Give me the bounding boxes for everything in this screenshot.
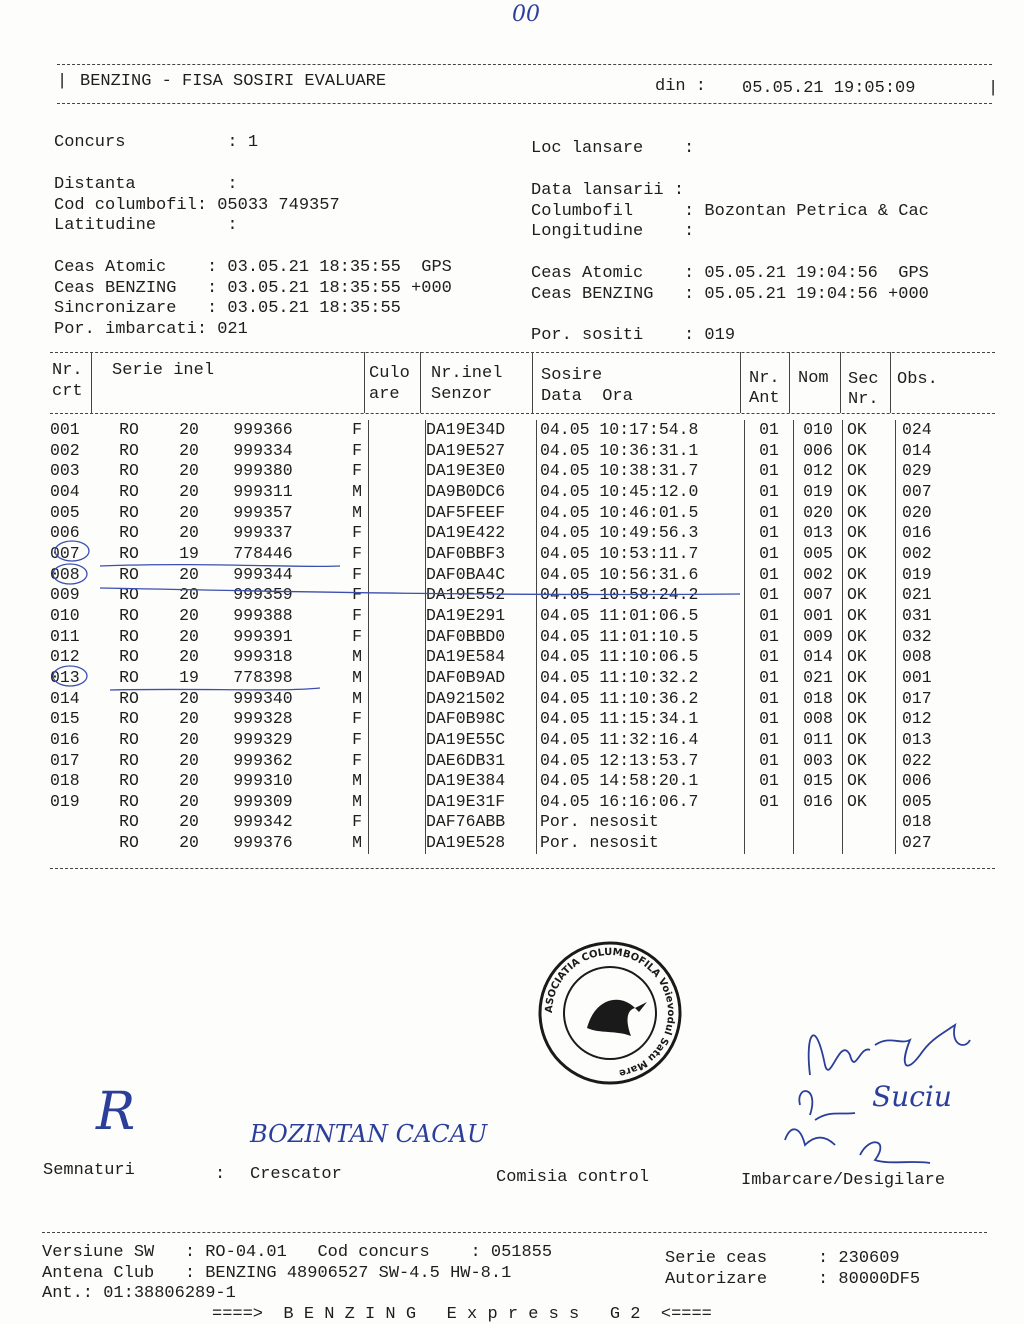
cell-an: 19 [179,543,199,563]
cell-serie: 778398 [233,667,293,687]
ceas-atomic-right: Ceas Atomic : 05.05.21 19:04:56 GPS [531,264,929,283]
handwritten-initial: R [96,1082,136,1142]
cell-senzor: DA921502 [426,689,537,710]
cell-nr: 007 [50,543,80,563]
cell-sex: F [352,543,362,563]
cell-serie: 999391 [233,626,293,646]
ceas-atomic-left: Ceas Atomic : 03.05.21 18:35:55 GPS [54,258,452,277]
cell-nr: 015 [50,709,80,729]
cell-serie: 999337 [233,523,293,543]
cell-obs: 018 [896,812,963,833]
header-left-pipe: | [57,72,68,91]
cell-senzor: DA19E291 [426,606,537,627]
cell-tara: RO [119,709,139,729]
cell-senzor: DAF5FEEF [426,503,537,524]
longitudine-field: Longitudine : [531,222,695,241]
cell-sec: OK [843,771,896,792]
cell-obs: 020 [896,503,963,524]
cell-serie: 999328 [233,709,293,729]
hdr-nr-ant: Nr. [749,369,780,388]
cell-nr: 001 [50,420,80,439]
cell-nom: 010 [794,420,843,441]
hdr-serie-inel: Serie inel [112,361,215,380]
cell-sec: OK [843,709,896,730]
cell-nom: 012 [794,461,843,482]
cell-sosire: Por. nesosit [537,812,745,833]
cell-obs: 029 [896,461,963,482]
cod-columbofil-field: Cod columbofil: 05033 749357 [54,196,340,215]
cell-an: 20 [179,688,199,708]
serie-ceas-line: Serie ceas : 230609 [665,1249,900,1268]
cell-sosire: 04.05 10:53:11.7 [537,544,745,565]
cell-an: 20 [179,626,199,646]
cell-nom: 006 [794,441,843,462]
cell-nr: 012 [50,647,80,667]
cell-sec: OK [843,585,896,606]
cell-an: 20 [179,481,199,501]
comisia-control-label: Comisia control [496,1168,650,1187]
cell-an: 20 [179,564,199,584]
svg-text:ASOCIATIA COLUMBOFILA Voievodu: ASOCIATIA COLUMBOFILA Voievodul Satu Mare [543,946,677,1079]
cell-serie: 999380 [233,461,293,481]
cell-ant: 01 [745,689,794,710]
cell-ant: 01 [745,523,794,544]
cell-an: 20 [179,461,199,481]
cell-tara: RO [119,626,139,646]
cell-an: 20 [179,812,199,832]
cell-an: 19 [179,667,199,687]
cell-nr: 008 [50,564,80,584]
cell-sex: F [352,729,362,749]
cell-senzor: DA9B0DC6 [426,482,537,503]
cell-nom: 003 [794,751,843,772]
cell-obs: 022 [896,751,963,772]
cell-an: 20 [179,791,199,811]
cell-ant: 01 [745,544,794,565]
cell-nr: 018 [50,771,80,791]
cell-obs: 021 [896,585,963,606]
cell-sosire: 04.05 11:01:10.5 [537,627,745,648]
cell-sosire: 04.05 14:58:20.1 [537,771,745,792]
cell-obs: 024 [896,420,963,441]
ceas-benzing-right: Ceas BENZING : 05.05.21 19:04:56 +000 [531,285,929,304]
ant-line: Ant.: 01:38806289-1 [42,1284,236,1303]
cell-nr: 006 [50,523,80,543]
cell-obs: 032 [896,627,963,648]
cell-sosire: 04.05 11:15:34.1 [537,709,745,730]
cell-tara: RO [119,791,139,811]
header-din-label: din : [655,77,707,96]
cell-obs: 006 [896,771,963,792]
cell-nom: 021 [794,668,843,689]
cell-senzor: DAF0BA4C [426,565,537,586]
hdr-are: are [369,385,400,404]
hdr-nr: Nr. [52,361,83,380]
cell-serie: 999311 [233,481,293,501]
cell-sex: F [352,750,362,770]
cell-sec: OK [843,627,896,648]
cell-obs: 005 [896,792,963,813]
sincronizare-left: Sincronizare : 03.05.21 18:35:55 [54,299,401,318]
cell-sosire: 04.05 10:45:12.0 [537,482,745,503]
cell-ant: 01 [745,709,794,730]
cell-senzor: DAF76ABB [426,812,537,833]
crescator-label: Crescator [250,1165,342,1184]
hdr-ant: Ant [749,389,780,408]
cell-serie: 999340 [233,688,293,708]
cell-sosire: 04.05 11:01:06.5 [537,606,745,627]
cell-an: 20 [179,771,199,791]
cell-an: 20 [179,605,199,625]
autorizare-line: Autorizare : 80000DF5 [665,1270,921,1289]
cell-tara: RO [119,585,139,605]
cell-nom: 020 [794,503,843,524]
columbofil-field: Columbofil : Bozontan Petrica & Cac [531,202,929,221]
semnaturi-colon: : [215,1165,226,1184]
cell-sex: M [352,833,362,853]
hdr-culo: Culo [369,364,410,383]
cell-ant: 01 [745,751,794,772]
por-sositi-right: Por. sositi : 019 [531,326,736,345]
cell-senzor: DAF0B9AD [426,668,537,689]
cell-tara: RO [119,771,139,791]
cell-sex: F [352,523,362,543]
cell-tara: RO [119,502,139,522]
cell-obs: 014 [896,441,963,462]
cell-nr: 014 [50,688,80,708]
cell-nr: 003 [50,461,80,481]
cell-nr: 005 [50,502,80,522]
cell-tara: RO [119,667,139,687]
antena-line: Antena Club : BENZING 48906527 SW-4.5 HW-8.1 [42,1264,512,1283]
cell-ant: 01 [745,730,794,751]
cell-sosire: 04.05 12:13:53.7 [537,751,745,772]
cell-an: 20 [179,729,199,749]
cell-ant: 01 [745,627,794,648]
cell-ant: 01 [745,792,794,813]
cell-an: 20 [179,502,199,522]
cell-sex: F [352,440,362,460]
cell-sec: OK [843,420,896,441]
cell-tara: RO [119,729,139,749]
cell-sec: OK [843,544,896,565]
cell-senzor: DAF0BBF3 [426,544,537,565]
semnaturi-label: Semnaturi [43,1161,135,1180]
cell-an: 20 [179,523,199,543]
header-right-pipe: | [988,79,999,98]
cell-an: 20 [179,440,199,460]
cell-obs: 031 [896,606,963,627]
cell-nom: 019 [794,482,843,503]
hdr-senzor: Senzor [431,385,493,404]
cell-sosire: 04.05 11:10:36.2 [537,689,745,710]
cell-nom: 018 [794,689,843,710]
cell-nr: 017 [50,750,80,770]
cell-tara: RO [119,812,139,832]
cell-senzor: DA19E3E0 [426,461,537,482]
cell-sec: OK [843,606,896,627]
cell-obs: 007 [896,482,963,503]
cell-serie: 999362 [233,750,293,770]
cell-nr: 011 [50,626,80,646]
cell-senzor: DAF0BBD0 [426,627,537,648]
circle-mark-013 [53,666,87,686]
latitudine-field: Latitudine : [54,216,238,235]
cell-sex: F [352,420,362,439]
cell-sex: F [352,605,362,625]
cell-serie: 999342 [233,812,293,832]
cell-ant: 01 [745,585,794,606]
hdr-nom: Nom [798,369,829,388]
top-handwritten-mark: 00 [512,2,540,27]
data-lansarii-field: Data lansarii : [531,181,685,200]
cell-sec: OK [843,730,896,751]
cell-sosire: 04.05 11:10:32.2 [537,668,745,689]
cell-sec: OK [843,792,896,813]
cell-nom: 005 [794,544,843,565]
cell-sex: M [352,791,362,811]
cell-sosire: 04.05 10:56:31.6 [537,565,745,586]
cell-sosire: Por. nesosit [537,833,745,854]
cell-nom: 002 [794,565,843,586]
cell-ant: 01 [745,606,794,627]
cell-sex: M [352,647,362,667]
cell-serie: 999329 [233,729,293,749]
cell-obs: 027 [896,833,963,854]
cell-serie: 999309 [233,791,293,811]
cell-sec: OK [843,647,896,668]
cell-ant: 01 [745,647,794,668]
cell-tara: RO [119,461,139,481]
cell-nr: 009 [50,585,80,605]
strike-line [100,588,740,595]
cell-sosire: 04.05 11:32:16.4 [537,730,745,751]
association-stamp [535,938,685,1088]
cell-sec: OK [843,441,896,462]
cell-senzor: DAF0B98C [426,709,537,730]
cell-ant: 01 [745,461,794,482]
cell-senzor: DA19E422 [426,523,537,544]
cell-an: 20 [179,833,199,853]
cell-sosire: 04.05 16:16:06.7 [537,792,745,813]
cell-tara: RO [119,543,139,563]
circle-mark-008 [53,564,87,584]
strike-line [100,565,340,567]
cell-sex: F [352,626,362,646]
cell-sex: F [352,812,362,832]
cell-nr: 013 [50,667,80,687]
cell-sec: OK [843,461,896,482]
cell-tara: RO [119,564,139,584]
imbarcare-label: Imbarcare/Desigilare [741,1171,946,1190]
cell-obs: 012 [896,709,963,730]
cell-an: 20 [179,420,199,439]
hdr-data-ora: Data Ora [541,387,633,406]
hdr-sec: Sec [848,370,879,389]
cell-tara: RO [119,688,139,708]
cell-nom: 016 [794,792,843,813]
hdr-sec-nr: Nr. [848,390,879,409]
cell-tara: RO [119,420,139,439]
cell-ant: 01 [745,420,794,441]
cell-sec: OK [843,482,896,503]
cell-sec: OK [843,689,896,710]
versiune-line: Versiune SW : RO-04.01 Cod concurs : 051855 [42,1243,553,1262]
cell-tara: RO [119,523,139,543]
express-line: ====> B E N Z I N G E x p r e s s G 2 <==== [212,1305,712,1324]
cell-senzor: DA19E34D [426,420,537,441]
strike-line [110,688,320,690]
cell-tara: RO [119,481,139,501]
cell-sec: OK [843,523,896,544]
cell-ant: 01 [745,482,794,503]
cell-sex: M [352,688,362,708]
cell-sex: F [352,461,362,481]
header-title: BENZING - FISA SOSIRI EVALUARE [80,72,387,91]
cell-senzor: DA19E552 [426,585,537,606]
cell-nr: 016 [50,729,80,749]
cell-obs: 017 [896,689,963,710]
cell-obs: 001 [896,668,963,689]
cell-sec: OK [843,751,896,772]
cell-sosire: 04.05 10:49:56.3 [537,523,745,544]
cell-sec: OK [843,565,896,586]
cell-sosire: 04.05 10:17:54.8 [537,420,745,441]
cell-sosire: 04.05 10:36:31.1 [537,441,745,462]
hdr-obs: Obs. [897,370,938,389]
handwritten-crescator-name: BOZINTAN CACAU [250,1120,488,1148]
concurs-field: Concurs : 1 [54,133,259,152]
cell-ant: 01 [745,441,794,462]
cell-nom: 011 [794,730,843,751]
cell-nom: 014 [794,647,843,668]
cell-tara: RO [119,750,139,770]
cell-ant: 01 [745,503,794,524]
cell-nom: 001 [794,606,843,627]
cell-serie: 999357 [233,502,293,522]
cell-serie: 999344 [233,564,293,584]
cell-nom: 013 [794,523,843,544]
hdr-sosire: Sosire [541,366,603,385]
distanta-field: Distanta : [54,175,238,194]
cell-nr: 004 [50,481,80,501]
cell-senzor: DAE6DB31 [426,751,537,772]
por-imbarcati-left: Por. imbarcati: 021 [54,320,248,339]
cell-serie: 999310 [233,771,293,791]
cell-obs: 002 [896,544,963,565]
cell-sex: M [352,481,362,501]
cell-tara: RO [119,647,139,667]
cell-sex: M [352,771,362,791]
cell-obs: 016 [896,523,963,544]
cell-obs: 019 [896,565,963,586]
cell-sex: F [352,709,362,729]
cell-an: 20 [179,647,199,667]
loc-lansare-field: Loc lansare : [531,139,695,158]
cell-sex: F [352,564,362,584]
cell-senzor: DA19E584 [426,647,537,668]
cell-ant: 01 [745,668,794,689]
cell-sec: OK [843,668,896,689]
cell-senzor: DA19E384 [426,771,537,792]
cell-serie: 999359 [233,585,293,605]
footer-rule [42,1232,987,1233]
ceas-benzing-left: Ceas BENZING : 03.05.21 18:35:55 +000 [54,279,452,298]
cell-sex: M [352,502,362,522]
cell-nom: 007 [794,585,843,606]
cell-nr: 019 [50,791,80,811]
circle-mark-007 [55,541,89,561]
cell-serie: 999376 [233,833,293,853]
cell-senzor: DA19E31F [426,792,537,813]
cell-tara: RO [119,833,139,853]
cell-serie: 999334 [233,440,293,460]
cell-obs: 013 [896,730,963,751]
cell-nr: 010 [50,605,80,625]
hdr-crt: crt [52,382,83,401]
cell-sosire: 04.05 10:58:24.2 [537,585,745,606]
cell-obs: 008 [896,647,963,668]
cell-nom: 015 [794,771,843,792]
cell-sosire: 04.05 11:10:06.5 [537,647,745,668]
cell-nr: 002 [50,440,80,460]
cell-sec: OK [843,503,896,524]
cell-nom: 008 [794,709,843,730]
cell-ant: 01 [745,771,794,792]
cell-tara: RO [119,605,139,625]
cell-nom: 009 [794,627,843,648]
cell-sosire: 04.05 10:46:01.5 [537,503,745,524]
cell-serie: 999388 [233,605,293,625]
cell-serie: 999318 [233,647,293,667]
header-din-value: 05.05.21 19:05:09 [742,79,916,98]
cell-senzor: DA19E528 [426,833,537,854]
cell-an: 20 [179,585,199,605]
cell-sex: M [352,667,362,687]
hdr-nr-inel: Nr.inel [431,364,503,383]
cell-senzor: DA19E527 [426,441,537,462]
cell-serie: 778446 [233,543,293,563]
cell-serie: 999366 [233,420,293,439]
cell-an: 20 [179,750,199,770]
cell-senzor: DA19E55C [426,730,537,751]
cell-ant: 01 [745,565,794,586]
cell-an: 20 [179,709,199,729]
handwritten-signature-right: Suciu [872,1080,952,1113]
cell-tara: RO [119,440,139,460]
cell-sosire: 04.05 10:38:31.7 [537,461,745,482]
cell-sex: F [352,585,362,605]
